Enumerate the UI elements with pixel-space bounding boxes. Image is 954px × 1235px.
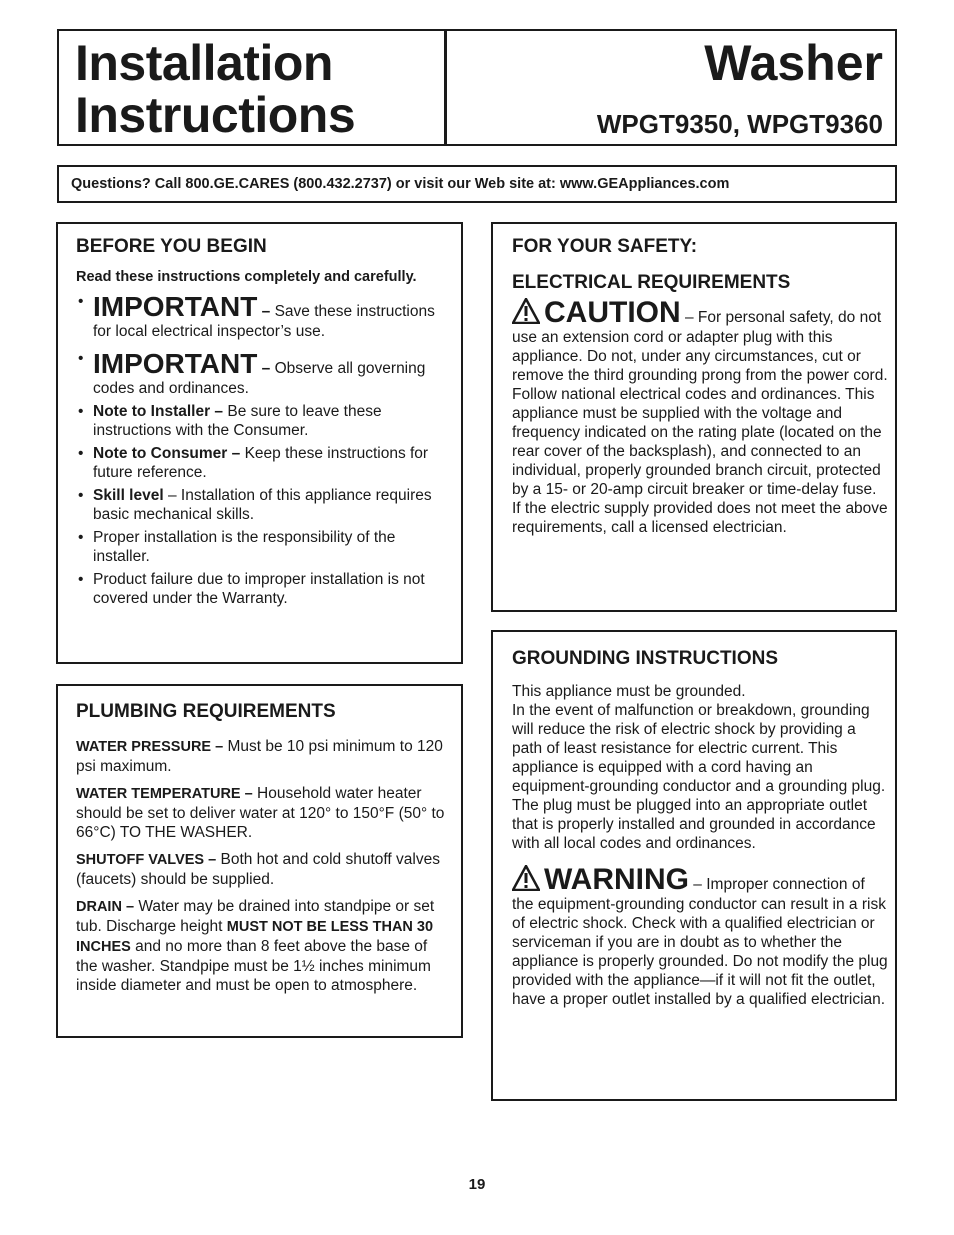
warning-text: – Improper connection of the equipment-grounding conductor can result in a risk of electric shock. Check with a qualified electrician or serviceman if you are in doubt as to whether the appliance is properly grounded. Do not modify the plug provided with the appliance—if it will not fit the outlet, have a proper outlet installed by a qualified electrician. <box>512 876 888 1008</box>
section-title: PLUMBING REQUIREMENTS <box>76 701 336 722</box>
list-item-text: Keep these instructions for future reference. <box>93 445 429 481</box>
item-label: SHUTOFF VALVES – <box>76 852 217 868</box>
list-item <box>76 528 453 566</box>
list-item <box>76 292 453 341</box>
list-item <box>76 570 453 608</box>
contact-text: Questions? Call 800.GE.CARES (800.432.2737) or visit our Web site at: www.GEAppliances.com <box>71 176 730 192</box>
shutoff-valves-item <box>76 850 453 889</box>
warning-paragraph <box>512 865 889 1009</box>
item-text: Household water heater should be set to deliver water at 120° to 150°F (50° to 66°C) TO THE WASHER. <box>76 785 445 841</box>
water-temperature-item <box>76 784 453 842</box>
list-item-text: Product failure due to improper installation is not covered under the Warranty. <box>93 571 425 607</box>
subsection-title: ELECTRICAL REQUIREMENTS <box>512 272 791 293</box>
page-number: 19 <box>468 1176 486 1193</box>
section-title: FOR YOUR SAFETY: <box>512 236 698 257</box>
important-label: IMPORTANT <box>93 291 258 322</box>
item-text: Both hot and cold shutoff valves (faucets) should be supplied. <box>76 851 440 888</box>
list-item <box>76 486 453 524</box>
caution-label: CAUTION <box>544 296 681 329</box>
warning-triangle-icon <box>512 298 540 324</box>
caution-text: – For personal safety, do not use an extension cord or adapter plug with this appliance. Do not, under any circumstances, cut or remove the third grounding prong from the power cord. Follow national electrical codes and ordinances. This appliance must be supplied with the voltage and frequency indicated on the rating plate (located on the rear cover of the backsplash), and connected to an individual, properly grounded branch circuit, protected by a 15- or 20-amp circuit breaker or time-delay fuse. If the electric supply provided does not meet the above requirements, call a licensed electrician. <box>512 309 888 536</box>
header-box <box>57 29 897 146</box>
plumbing-requirements-section <box>56 684 463 1038</box>
list-item-text: – Installation of this appliance requires basic mechanical skills. <box>93 487 432 523</box>
item-label: WATER PRESSURE – <box>76 739 224 755</box>
list-item <box>76 349 453 398</box>
list-item-lead: Note to Consumer – <box>93 445 241 462</box>
instruction-list <box>76 292 453 608</box>
model-numbers: WPGT9350, WPGT9360 <box>596 109 883 139</box>
caution-paragraph <box>512 298 889 537</box>
list-item <box>76 402 453 440</box>
drain-item <box>76 897 453 995</box>
item-label: DRAIN – <box>76 899 135 915</box>
list-item-lead: Note to Installer – <box>93 403 224 420</box>
section-title: GROUNDING INSTRUCTIONS <box>512 648 778 669</box>
item-text: Water may be drained into standpipe or set tub. Discharge height <box>76 898 435 935</box>
read-note: Read these instructions completely and carefully. <box>76 269 417 285</box>
list-item-text: Be sure to leave these instructions with the Consumer. <box>93 403 382 439</box>
grounding-section <box>491 630 897 1101</box>
important-label: IMPORTANT <box>93 348 258 379</box>
caution-heading <box>512 296 681 329</box>
list-item-text: Proper installation is the responsibility of the installer. <box>93 529 396 565</box>
grounding-paragraph: In the event of malfunction or breakdown, grounding will reduce the risk of electric shock by providing a path of least resistance for electric current. This appliance is equipped with a cord having an equipment-grounding conductor and a grounding plug. The plug must be plugged into an appropriate outlet that is properly installed and grounded in accordance with all local codes and ordinances. <box>512 702 886 852</box>
title-line-1: Installation <box>75 35 333 91</box>
before-you-begin-section <box>56 222 463 664</box>
dash: – <box>257 303 275 320</box>
section-title: BEFORE YOU BEGIN <box>76 236 267 257</box>
item-text: Must be 10 psi minimum to 120 psi maximum. <box>76 738 443 775</box>
contact-banner <box>57 165 897 203</box>
header-divider <box>444 31 447 144</box>
warning-triangle-icon <box>512 865 540 891</box>
list-item-text: Observe all governing codes and ordinances. <box>93 360 426 397</box>
list-item <box>76 444 453 482</box>
title-line-2: Instructions <box>75 87 356 143</box>
item-emphasis: MUST NOT BE LESS THAN 30 INCHES <box>76 919 434 955</box>
grounding-line: This appliance must be grounded. <box>512 683 746 700</box>
item-text: and no more than 8 feet above the base of the washer. Standpipe must be 1½ inches minimum inside diameter and must be open to atmosphere. <box>76 938 431 994</box>
safety-section <box>491 222 897 612</box>
warning-heading <box>512 863 689 896</box>
water-pressure-item <box>76 737 453 776</box>
product-title: Washer <box>704 35 883 91</box>
document-title <box>75 37 355 141</box>
item-label: WATER TEMPERATURE – <box>76 786 253 802</box>
list-item-text: Save these instructions for local electrical inspector’s use. <box>93 303 435 340</box>
warning-label: WARNING <box>544 863 689 896</box>
dash: – <box>257 360 275 377</box>
list-item-lead: Skill level <box>93 487 164 504</box>
